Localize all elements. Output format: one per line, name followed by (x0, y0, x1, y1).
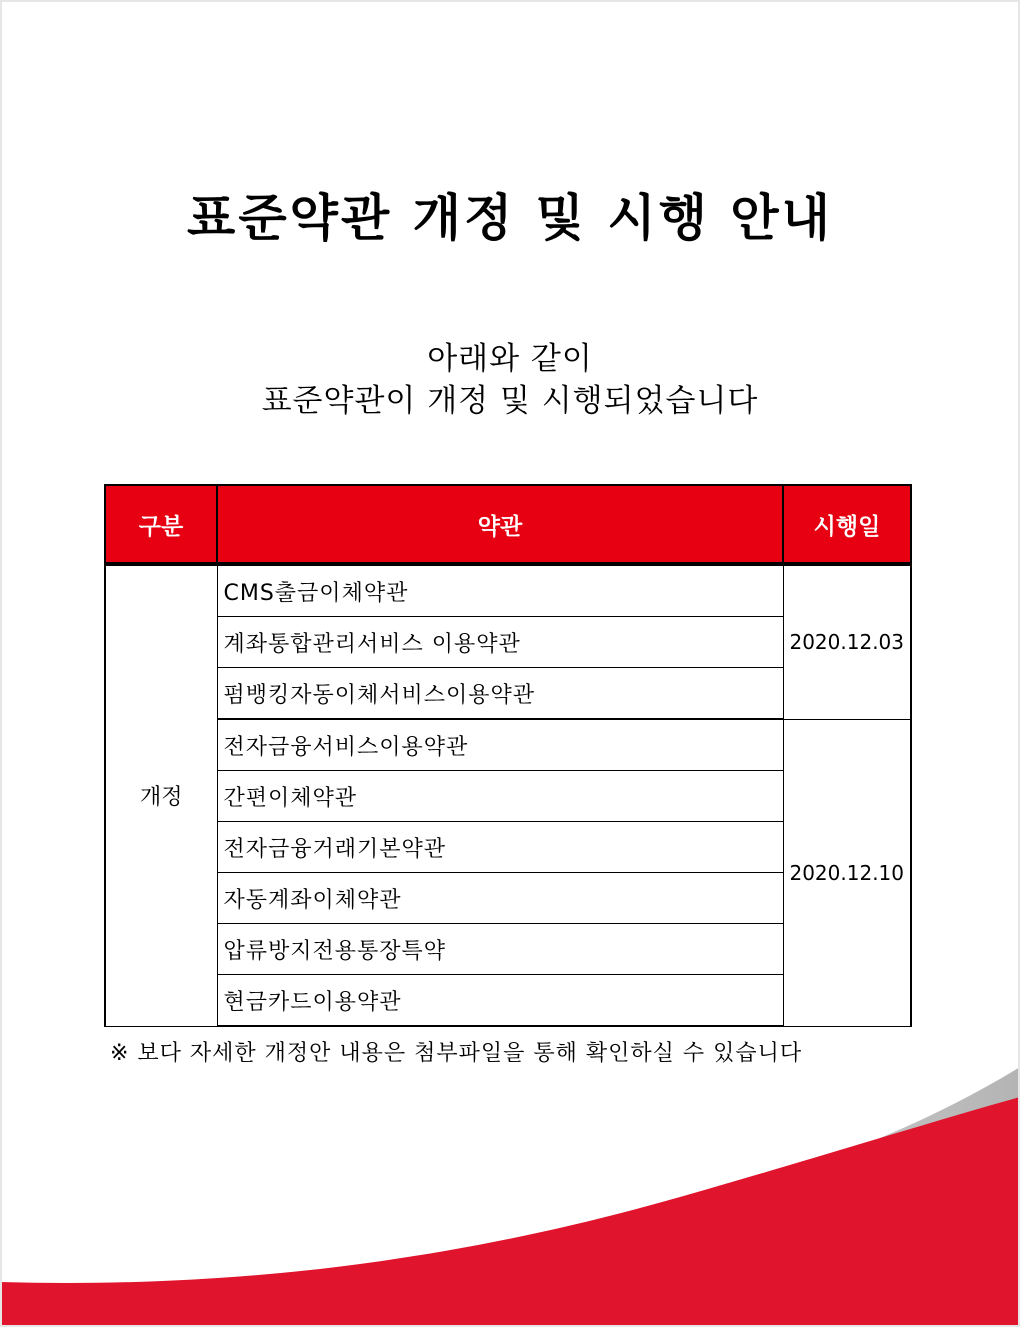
subtitle-line-1: 아래와 같이 (427, 341, 593, 377)
terms-table (104, 484, 912, 1027)
table-row (105, 719, 911, 771)
term-cell: 전자금융거래기본약관 (217, 822, 783, 873)
footnote: ※ 보다 자세한 개정안 내용은 첨부파일을 통해 확인하실 수 있습니다 (110, 1041, 803, 1066)
decorative-wave (0, 1067, 1020, 1327)
date-cell: 2020.12.03 (783, 564, 911, 719)
term-cell: CMS출금이체약관 (217, 564, 783, 617)
subtitle (0, 338, 1020, 422)
table-row (105, 564, 911, 617)
header-category: 구분 (105, 485, 217, 564)
wave-red-band (0, 1097, 1020, 1327)
page-title: 표준약관 개정 및 시행 안내 (187, 189, 833, 247)
term-cell: 자동계좌이체약관 (217, 873, 783, 924)
category-cell: 개정 (105, 564, 217, 1026)
header-date: 시행일 (783, 485, 911, 564)
term-cell: 전자금융서비스이용약관 (217, 719, 783, 771)
table-header-row (105, 485, 911, 564)
term-cell: 계좌통합관리서비스 이용약관 (217, 617, 783, 668)
term-cell: 간편이체약관 (217, 771, 783, 822)
date-cell: 2020.12.10 (783, 719, 911, 1026)
term-cell: 압류방지전용통장특약 (217, 924, 783, 975)
header-terms: 약관 (217, 485, 783, 564)
term-cell: 펌뱅킹자동이체서비스이용약관 (217, 668, 783, 720)
term-cell: 현금카드이용약관 (217, 975, 783, 1027)
subtitle-line-2: 표준약관이 개정 및 시행되었습니다 (261, 383, 759, 419)
